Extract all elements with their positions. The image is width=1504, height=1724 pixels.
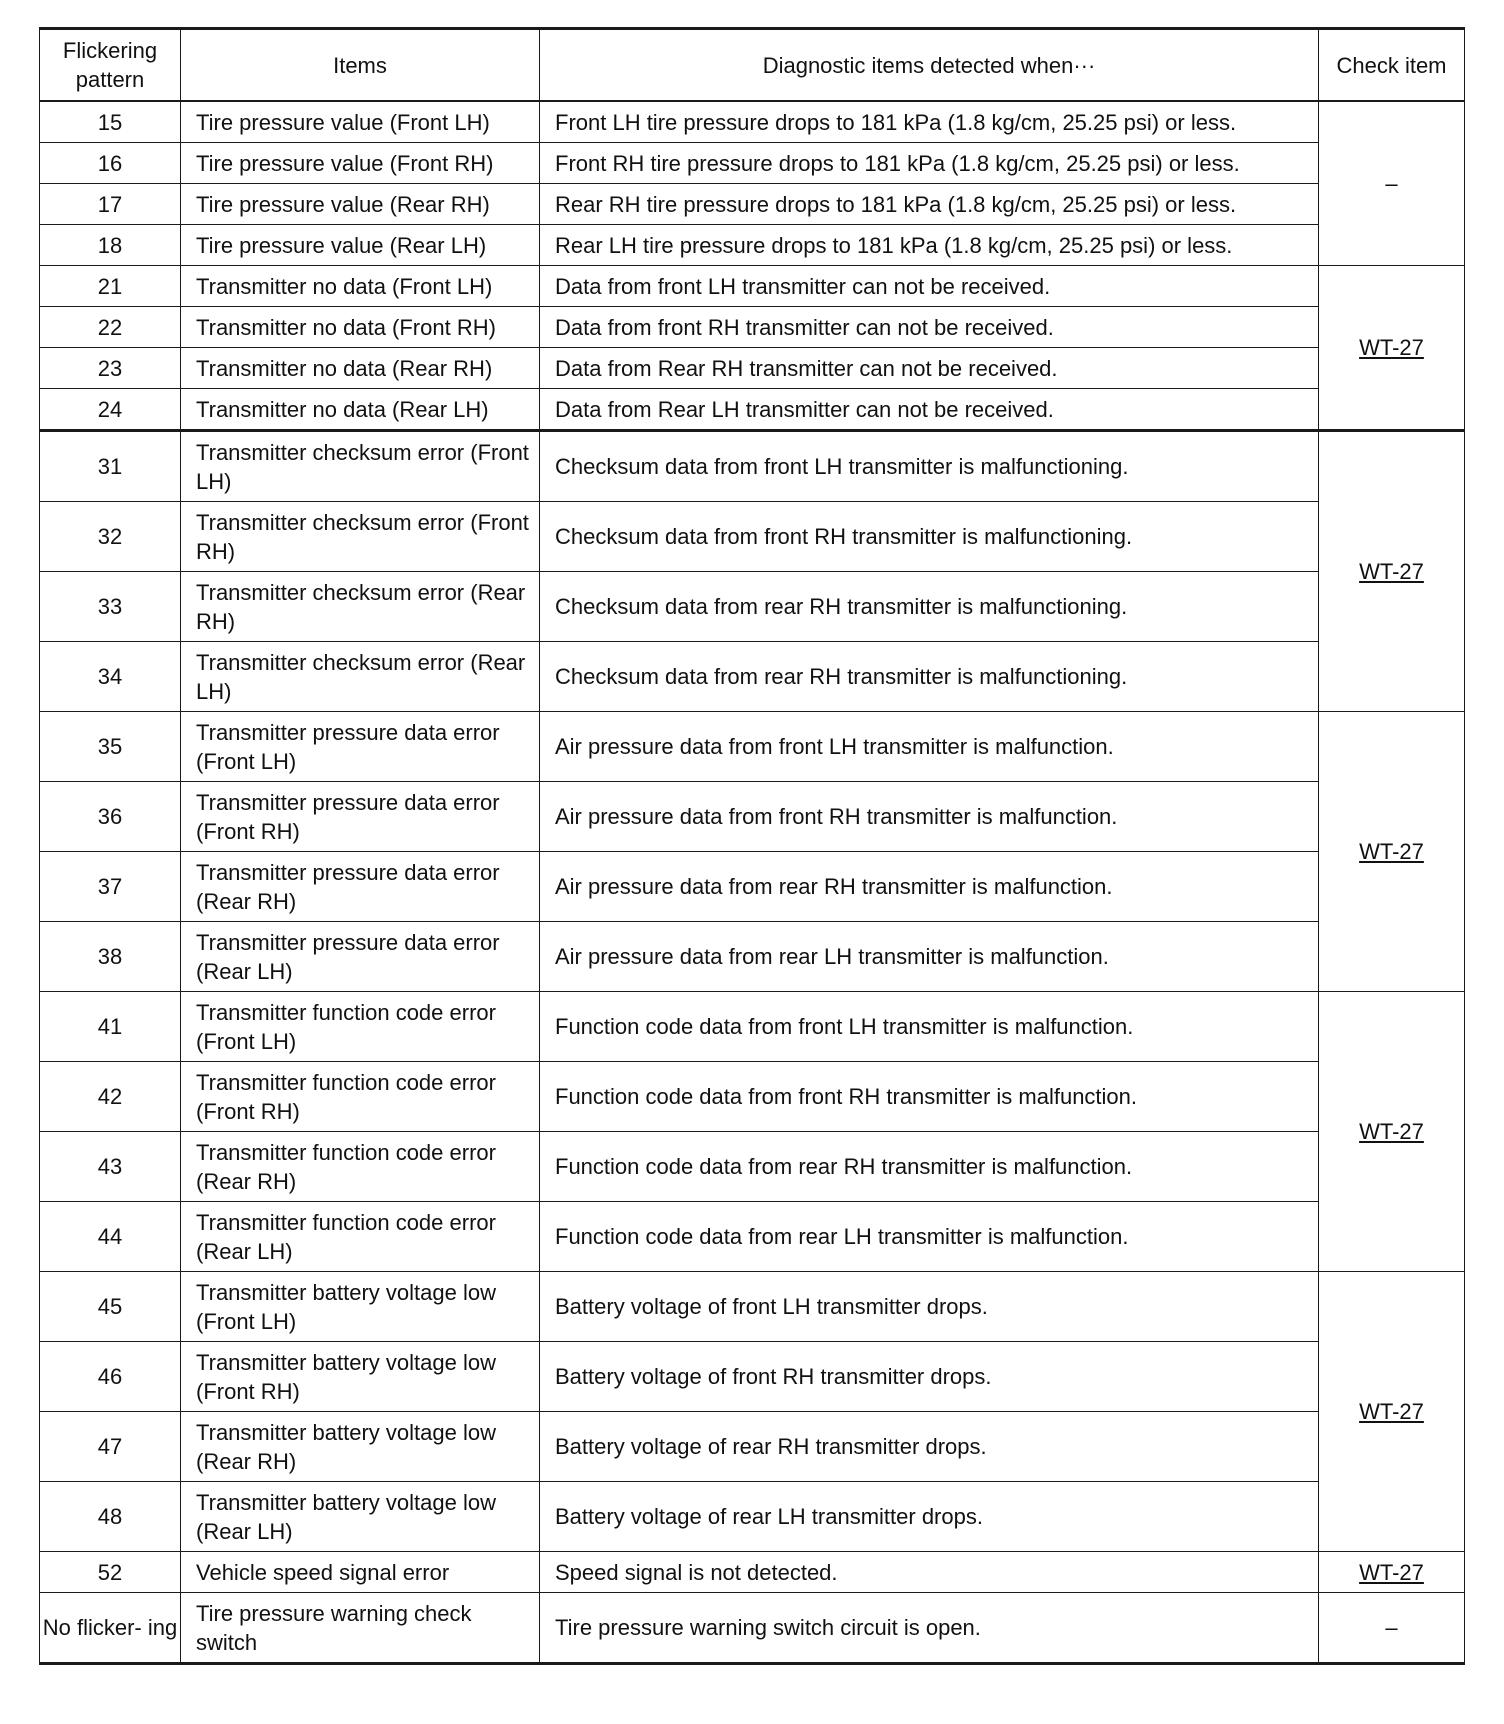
check-item-cell: – xyxy=(1319,1593,1465,1664)
flickering-pattern-cell: 15 xyxy=(40,101,181,143)
description-cell: Data from front RH transmitter can not be received. xyxy=(540,307,1319,348)
flickering-pattern-cell: 41 xyxy=(40,992,181,1062)
item-cell: Transmitter no data (Rear LH) xyxy=(181,389,540,431)
item-cell: Transmitter pressure data error (Rear RH) xyxy=(181,852,540,922)
table-row xyxy=(40,1593,1465,1664)
check-item-link[interactable]: WT-27 xyxy=(1359,1119,1424,1144)
check-item-cell xyxy=(1319,1552,1465,1593)
table-row xyxy=(40,431,1465,502)
description-cell: Battery voltage of rear RH transmitter drops. xyxy=(540,1412,1319,1482)
check-item-link[interactable]: WT-27 xyxy=(1359,1399,1424,1424)
flickering-pattern-cell: 16 xyxy=(40,143,181,184)
item-cell: Transmitter battery voltage low (Rear LH) xyxy=(181,1482,540,1552)
item-cell: Transmitter checksum error (Front LH) xyxy=(181,431,540,502)
item-cell: Tire pressure value (Rear LH) xyxy=(181,225,540,266)
item-cell: Transmitter no data (Rear RH) xyxy=(181,348,540,389)
flickering-pattern-cell: 24 xyxy=(40,389,181,431)
table-row xyxy=(40,143,1465,184)
flickering-pattern-cell: 44 xyxy=(40,1202,181,1272)
flickering-pattern-cell: 18 xyxy=(40,225,181,266)
check-item-cell xyxy=(1319,712,1465,992)
check-item-cell: – xyxy=(1319,101,1465,266)
diagnostic-table xyxy=(39,27,1465,1665)
flickering-pattern-cell: 52 xyxy=(40,1552,181,1593)
header-flickering-pattern: Flickering pattern xyxy=(40,29,181,102)
table-row xyxy=(40,502,1465,572)
flickering-pattern-cell: 34 xyxy=(40,642,181,712)
description-cell: Data from Rear LH transmitter can not be received. xyxy=(540,389,1319,431)
flickering-pattern-cell: 36 xyxy=(40,782,181,852)
check-item-cell xyxy=(1319,1272,1465,1552)
item-cell: Transmitter checksum error (Rear RH) xyxy=(181,572,540,642)
description-cell: Checksum data from front RH transmitter is malfunctioning. xyxy=(540,502,1319,572)
table-row xyxy=(40,1552,1465,1593)
flickering-pattern-cell: 37 xyxy=(40,852,181,922)
description-cell: Battery voltage of front LH transmitter drops. xyxy=(540,1272,1319,1342)
table-row xyxy=(40,712,1465,782)
check-item-link[interactable]: WT-27 xyxy=(1359,335,1424,360)
table-row xyxy=(40,1412,1465,1482)
item-cell: Transmitter function code error (Rear LH) xyxy=(181,1202,540,1272)
description-cell: Data from front LH transmitter can not be received. xyxy=(540,266,1319,307)
item-cell: Transmitter function code error (Front LH) xyxy=(181,992,540,1062)
description-cell: Battery voltage of front RH transmitter drops. xyxy=(540,1342,1319,1412)
item-cell: Tire pressure warning check switch xyxy=(181,1593,540,1664)
flickering-pattern-cell: 35 xyxy=(40,712,181,782)
check-item-link[interactable]: WT-27 xyxy=(1359,559,1424,584)
description-cell: Air pressure data from rear LH transmitter is malfunction. xyxy=(540,922,1319,992)
item-cell: Transmitter no data (Front RH) xyxy=(181,307,540,348)
table-row xyxy=(40,1482,1465,1552)
description-cell: Function code data from rear LH transmitter is malfunction. xyxy=(540,1202,1319,1272)
header-items: Items xyxy=(181,29,540,102)
description-cell: Checksum data from front LH transmitter is malfunctioning. xyxy=(540,431,1319,502)
flickering-pattern-cell: 38 xyxy=(40,922,181,992)
table-row xyxy=(40,389,1465,431)
check-item-cell xyxy=(1319,266,1465,431)
table-row xyxy=(40,1272,1465,1342)
flickering-pattern-cell: 48 xyxy=(40,1482,181,1552)
item-cell: Transmitter pressure data error (Front RH) xyxy=(181,782,540,852)
flickering-pattern-cell: 21 xyxy=(40,266,181,307)
table-row xyxy=(40,101,1465,143)
item-cell: Transmitter checksum error (Front RH) xyxy=(181,502,540,572)
flickering-pattern-cell: No flicker- ing xyxy=(40,1593,181,1664)
description-cell: Battery voltage of rear LH transmitter drops. xyxy=(540,1482,1319,1552)
description-cell: Rear LH tire pressure drops to 181 kPa (1.8 kg/cm, 25.25 psi) or less. xyxy=(540,225,1319,266)
table-row xyxy=(40,992,1465,1062)
flickering-pattern-cell: 33 xyxy=(40,572,181,642)
header-row xyxy=(40,29,1465,102)
item-cell: Tire pressure value (Rear RH) xyxy=(181,184,540,225)
table-row xyxy=(40,266,1465,307)
flickering-pattern-cell: 32 xyxy=(40,502,181,572)
flickering-pattern-cell: 47 xyxy=(40,1412,181,1482)
description-cell: Front RH tire pressure drops to 181 kPa (1.8 kg/cm, 25.25 psi) or less. xyxy=(540,143,1319,184)
flickering-pattern-cell: 23 xyxy=(40,348,181,389)
description-cell: Speed signal is not detected. xyxy=(540,1552,1319,1593)
item-cell: Tire pressure value (Front LH) xyxy=(181,101,540,143)
item-cell: Vehicle speed signal error xyxy=(181,1552,540,1593)
table-row xyxy=(40,642,1465,712)
header-check-item: Check item xyxy=(1319,29,1465,102)
table-row xyxy=(40,572,1465,642)
description-cell: Air pressure data from front RH transmitter is malfunction. xyxy=(540,782,1319,852)
description-cell: Function code data from rear RH transmitter is malfunction. xyxy=(540,1132,1319,1202)
check-item-link[interactable]: WT-27 xyxy=(1359,839,1424,864)
item-cell: Transmitter battery voltage low (Rear RH) xyxy=(181,1412,540,1482)
description-cell: Front LH tire pressure drops to 181 kPa (1.8 kg/cm, 25.25 psi) or less. xyxy=(540,101,1319,143)
table-row xyxy=(40,852,1465,922)
table-row xyxy=(40,307,1465,348)
item-cell: Transmitter function code error (Front RH) xyxy=(181,1062,540,1132)
check-item-cell xyxy=(1319,992,1465,1272)
flickering-pattern-cell: 31 xyxy=(40,431,181,502)
check-item-cell xyxy=(1319,431,1465,712)
description-cell: Rear RH tire pressure drops to 181 kPa (1.8 kg/cm, 25.25 psi) or less. xyxy=(540,184,1319,225)
table-row xyxy=(40,184,1465,225)
item-cell: Transmitter battery voltage low (Front RH) xyxy=(181,1342,540,1412)
table-row xyxy=(40,1342,1465,1412)
flickering-pattern-cell: 43 xyxy=(40,1132,181,1202)
table-row xyxy=(40,348,1465,389)
table-row xyxy=(40,782,1465,852)
flickering-pattern-cell: 42 xyxy=(40,1062,181,1132)
table-row xyxy=(40,1202,1465,1272)
item-cell: Transmitter function code error (Rear RH) xyxy=(181,1132,540,1202)
item-cell: Transmitter pressure data error (Front LH) xyxy=(181,712,540,782)
item-cell: Transmitter pressure data error (Rear LH) xyxy=(181,922,540,992)
table-row xyxy=(40,922,1465,992)
check-item-link[interactable]: WT-27 xyxy=(1359,1559,1424,1585)
flickering-pattern-cell: 17 xyxy=(40,184,181,225)
item-cell: Transmitter battery voltage low (Front LH) xyxy=(181,1272,540,1342)
description-cell: Checksum data from rear RH transmitter is malfunctioning. xyxy=(540,642,1319,712)
description-cell: Function code data from front RH transmitter is malfunction. xyxy=(540,1062,1319,1132)
item-cell: Tire pressure value (Front RH) xyxy=(181,143,540,184)
flickering-pattern-cell: 22 xyxy=(40,307,181,348)
item-cell: Transmitter checksum error (Rear LH) xyxy=(181,642,540,712)
description-cell: Data from Rear RH transmitter can not be received. xyxy=(540,348,1319,389)
table-row xyxy=(40,225,1465,266)
description-cell: Function code data from front LH transmitter is malfunction. xyxy=(540,992,1319,1062)
flickering-pattern-cell: 45 xyxy=(40,1272,181,1342)
description-cell: Tire pressure warning switch circuit is open. xyxy=(540,1593,1319,1664)
table-row xyxy=(40,1062,1465,1132)
flickering-pattern-cell: 46 xyxy=(40,1342,181,1412)
header-diagnostic-items: Diagnostic items detected when··· xyxy=(540,29,1319,102)
item-cell: Transmitter no data (Front LH) xyxy=(181,266,540,307)
description-cell: Air pressure data from front LH transmitter is malfunction. xyxy=(540,712,1319,782)
description-cell: Air pressure data from rear RH transmitter is malfunction. xyxy=(540,852,1319,922)
description-cell: Checksum data from rear RH transmitter is malfunctioning. xyxy=(540,572,1319,642)
table-row xyxy=(40,1132,1465,1202)
